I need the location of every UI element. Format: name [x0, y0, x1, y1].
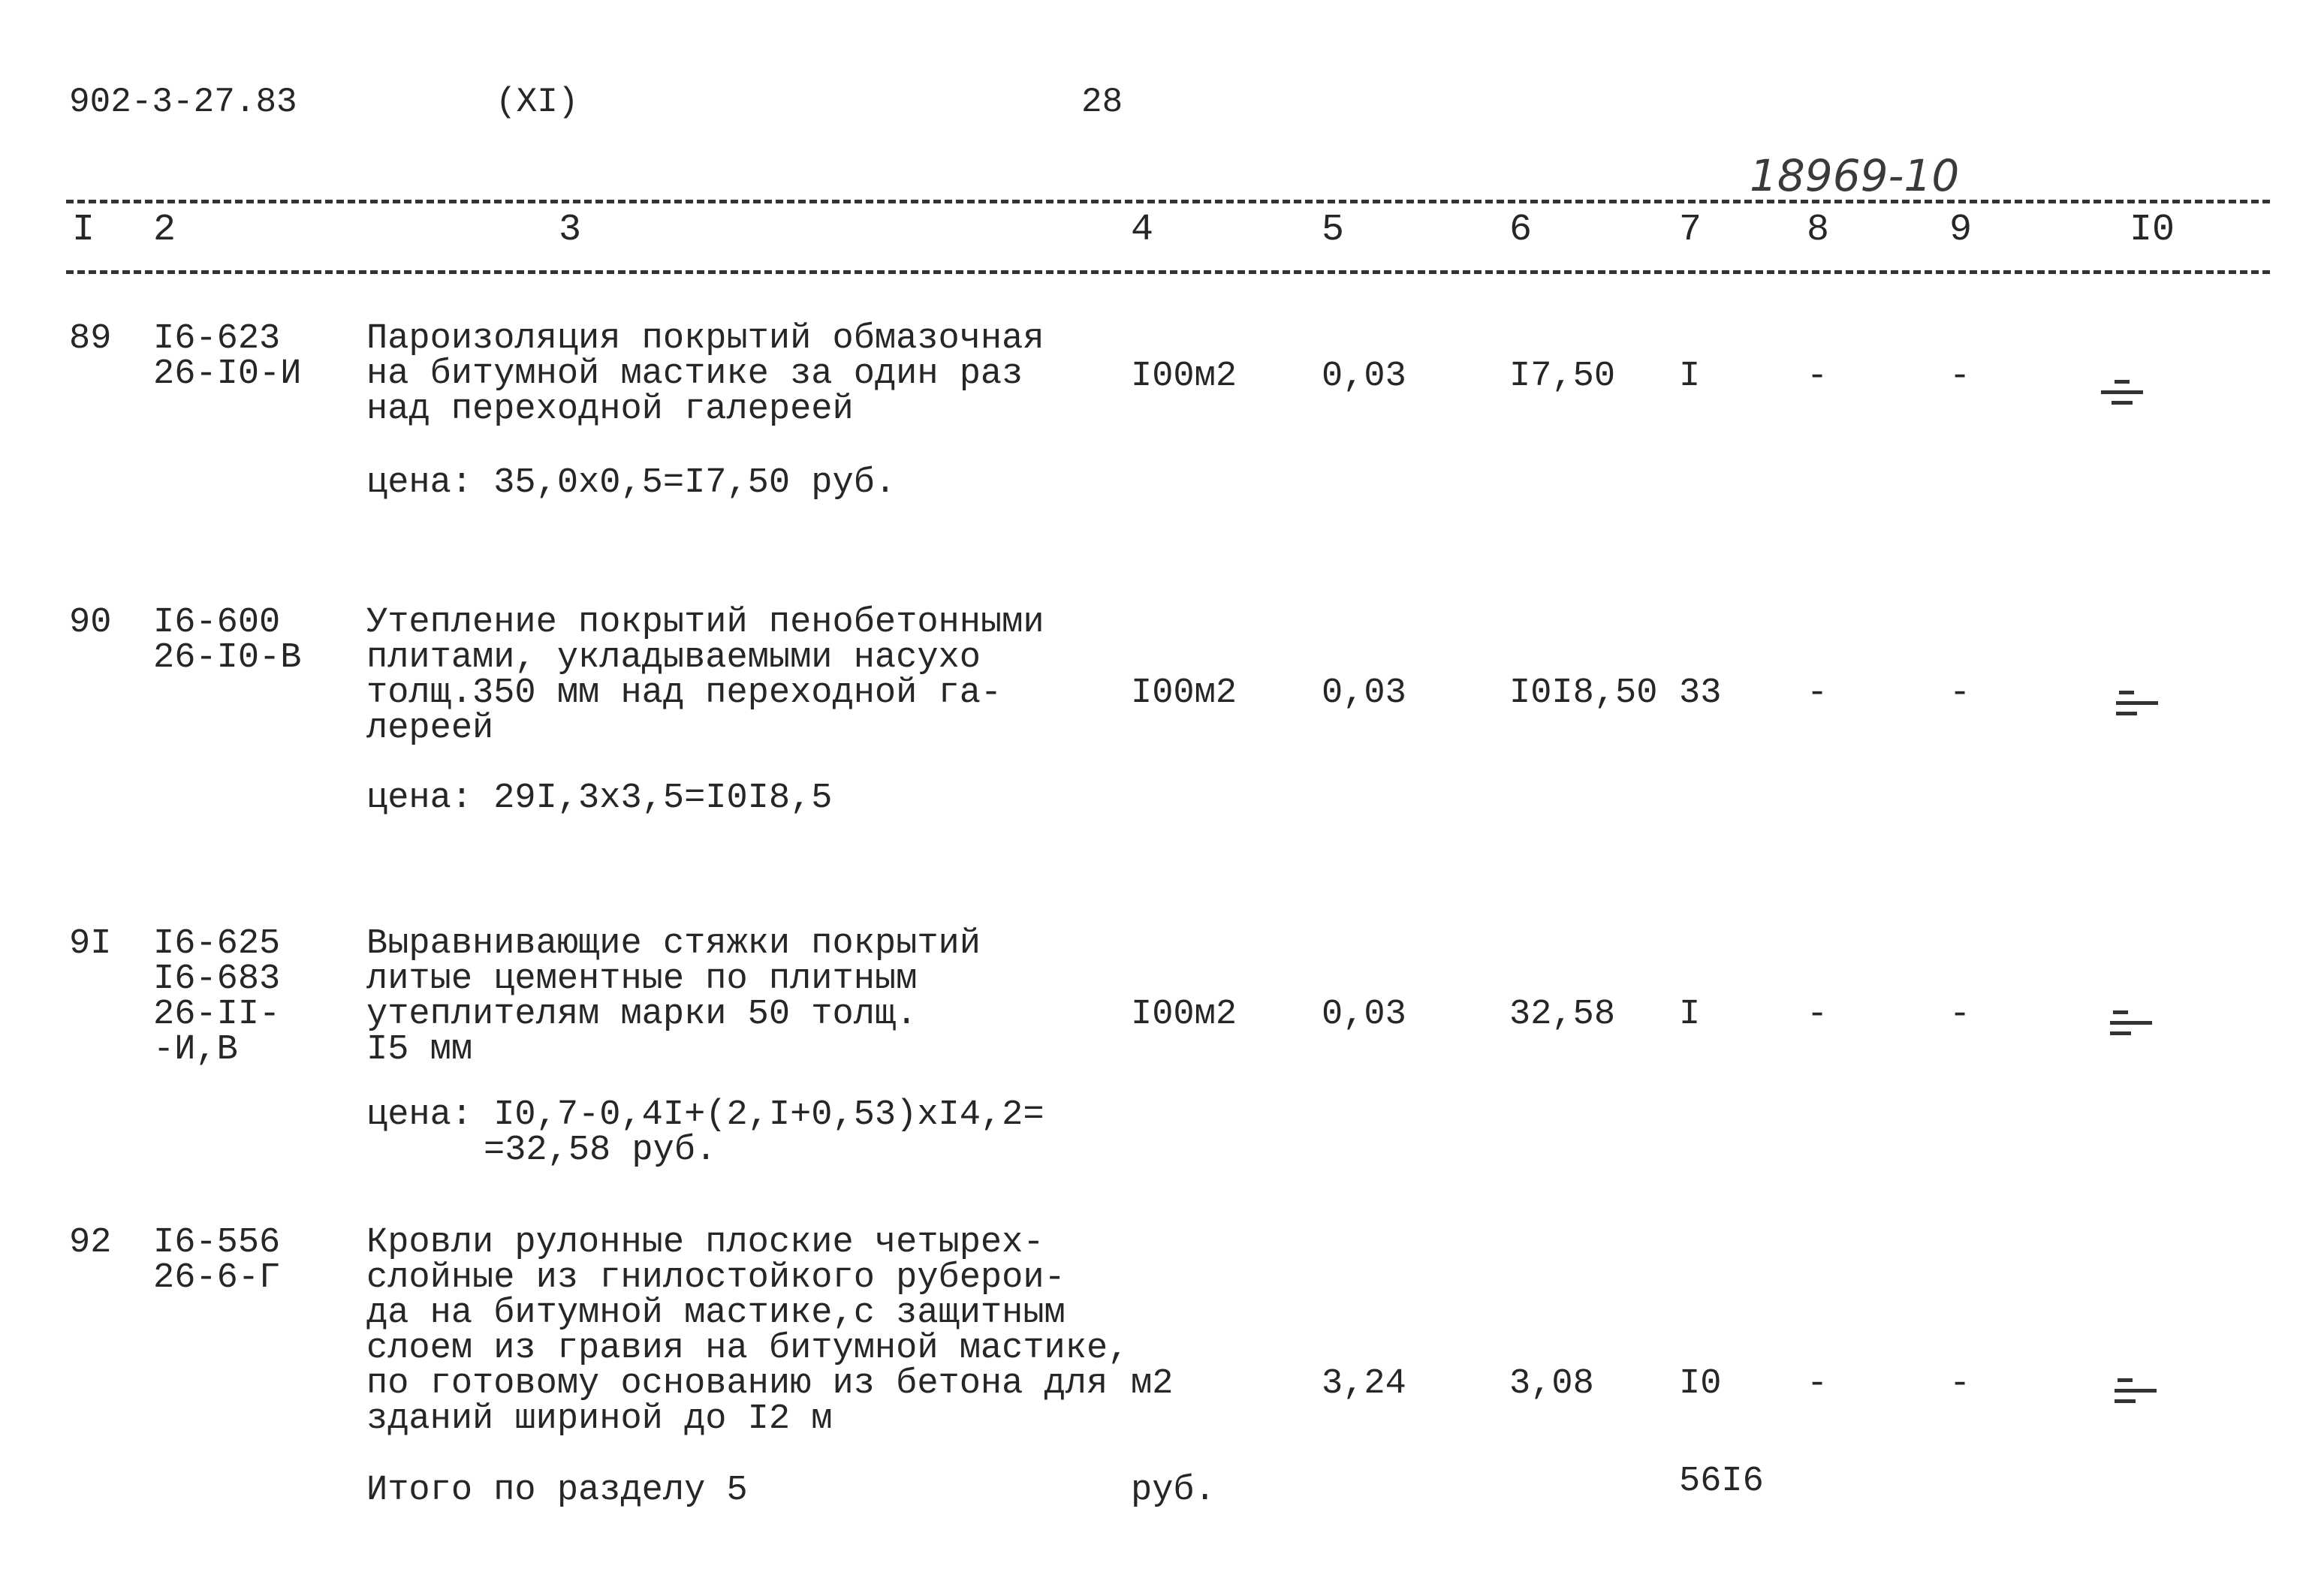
row-90-col8: - — [1807, 673, 1828, 713]
row-89-qty: 0,03 — [1322, 357, 1406, 396]
row-89-code-1: I6-623 — [153, 319, 281, 359]
row-92-desc-2: слойные из гнилостойкого руберои- — [366, 1258, 1066, 1298]
row-90-col9: - — [1949, 673, 1971, 713]
col-header-4: 4 — [1131, 209, 1154, 251]
row-91-code-1: I6-625 — [153, 924, 281, 964]
handwritten-number: 18969-10 — [1750, 150, 1960, 201]
col-header-5: 5 — [1322, 209, 1345, 251]
row-89-unit: I00м2 — [1131, 357, 1237, 396]
row-90-price: I0I8,50 — [1509, 673, 1658, 713]
row-92-code-1: I6-556 — [153, 1223, 281, 1263]
row-92-col9: - — [1949, 1364, 1971, 1404]
row-91-price: 32,58 — [1509, 995, 1616, 1034]
section-label: (XI) — [496, 83, 579, 122]
row-92-total: I0 — [1679, 1364, 1722, 1404]
row-92-qty: 3,24 — [1322, 1364, 1406, 1404]
summary-label: Итого по разделу 5 — [366, 1471, 748, 1510]
row-91-code-2: I6-683 — [153, 959, 281, 999]
equals-dash-icon — [2116, 691, 2158, 721]
row-91-desc-2: литые цементные по плитным — [366, 959, 918, 999]
row-92-desc-5: по готовому основанию из бетона для — [366, 1364, 1108, 1404]
row-90-desc-4: лереей — [366, 709, 494, 748]
row-92-desc-4: слоем из гравия на битумной мастике, — [366, 1329, 1129, 1369]
header-bottom-rule — [66, 270, 2270, 274]
row-91-desc-3: утеплителям марки 50 толщ. — [366, 995, 918, 1034]
col-header-2: 2 — [153, 209, 176, 251]
row-89-total: I — [1679, 357, 1701, 396]
row-92-desc-6: зданий шириной до I2 м — [366, 1399, 833, 1439]
row-91-code-3: 26-II- — [153, 995, 281, 1034]
row-92-price: 3,08 — [1509, 1364, 1594, 1404]
row-90-desc-3: толщ.350 мм над переходной га- — [366, 673, 1002, 713]
row-89-col9: - — [1949, 357, 1971, 396]
row-90-desc-2: плитами, укладываемыми насухо — [366, 638, 981, 678]
row-89-number: 89 — [69, 319, 112, 359]
page-number: 28 — [1081, 83, 1123, 122]
col-header-1: I — [72, 209, 95, 251]
row-89-code-2: 26-I0-И — [153, 354, 302, 394]
col-header-3: 3 — [559, 209, 582, 251]
row-91-price-note-1: цена: I0,7-0,4I+(2,I+0,53)xI4,2= — [366, 1095, 1044, 1135]
row-91-col9: - — [1949, 995, 1971, 1034]
row-91-qty: 0,03 — [1322, 995, 1406, 1034]
row-90-unit: I00м2 — [1131, 673, 1237, 713]
equals-dash-icon — [2115, 1378, 2157, 1408]
header-top-rule — [66, 200, 2270, 203]
row-89-desc-3: над переходной галереей — [366, 390, 854, 429]
row-92-code-2: 26-6-Г — [153, 1258, 281, 1298]
summary-total: 56I6 — [1679, 1462, 1764, 1501]
col-header-8: 8 — [1807, 209, 1830, 251]
col-header-6: 6 — [1509, 209, 1533, 251]
row-91-price-note-2: =32,58 руб. — [484, 1131, 717, 1170]
row-89-desc-1: Пароизоляция покрытий обмазочная — [366, 319, 1044, 359]
equals-dash-icon — [2110, 1010, 2152, 1040]
col-header-10: I0 — [2130, 209, 2175, 251]
doc-code: 902-3-27.83 — [69, 83, 297, 122]
row-92-number: 92 — [69, 1223, 112, 1263]
row-92-unit: м2 — [1131, 1364, 1174, 1404]
row-89-price: I7,50 — [1509, 357, 1616, 396]
row-89-col8: - — [1807, 357, 1828, 396]
row-90-total: 33 — [1679, 673, 1722, 713]
row-91-total: I — [1679, 995, 1701, 1034]
row-91-code-4: -И,В — [153, 1030, 238, 1070]
row-91-desc-4: I5 мм — [366, 1030, 473, 1070]
row-90-desc-1: Утепление покрытий пенобетонными — [366, 603, 1044, 643]
row-92-col8: - — [1807, 1364, 1828, 1404]
row-89-desc-2: на битумной мастике за один раз — [366, 354, 1023, 394]
row-89-price-note: цена: 35,0x0,5=I7,50 руб. — [366, 463, 897, 503]
row-90-price-note: цена: 29I,3x3,5=I0I8,5 — [366, 778, 833, 818]
row-92-desc-3: да на битумной мастике,с защитным — [366, 1293, 1066, 1333]
row-91-number: 9I — [69, 924, 112, 964]
row-92-desc-1: Кровли рулонные плоские четырех- — [366, 1223, 1044, 1263]
row-90-code-1: I6-600 — [153, 603, 281, 643]
equals-dash-icon — [2101, 380, 2143, 410]
col-header-7: 7 — [1679, 209, 1702, 251]
row-90-number: 90 — [69, 603, 112, 643]
summary-unit: руб. — [1131, 1471, 1216, 1510]
row-90-qty: 0,03 — [1322, 673, 1406, 713]
col-header-9: 9 — [1949, 209, 1973, 251]
row-91-desc-1: Выравнивающие стяжки покрытий — [366, 924, 981, 964]
row-91-col8: - — [1807, 995, 1828, 1034]
row-91-unit: I00м2 — [1131, 995, 1237, 1034]
row-90-code-2: 26-I0-В — [153, 638, 302, 678]
